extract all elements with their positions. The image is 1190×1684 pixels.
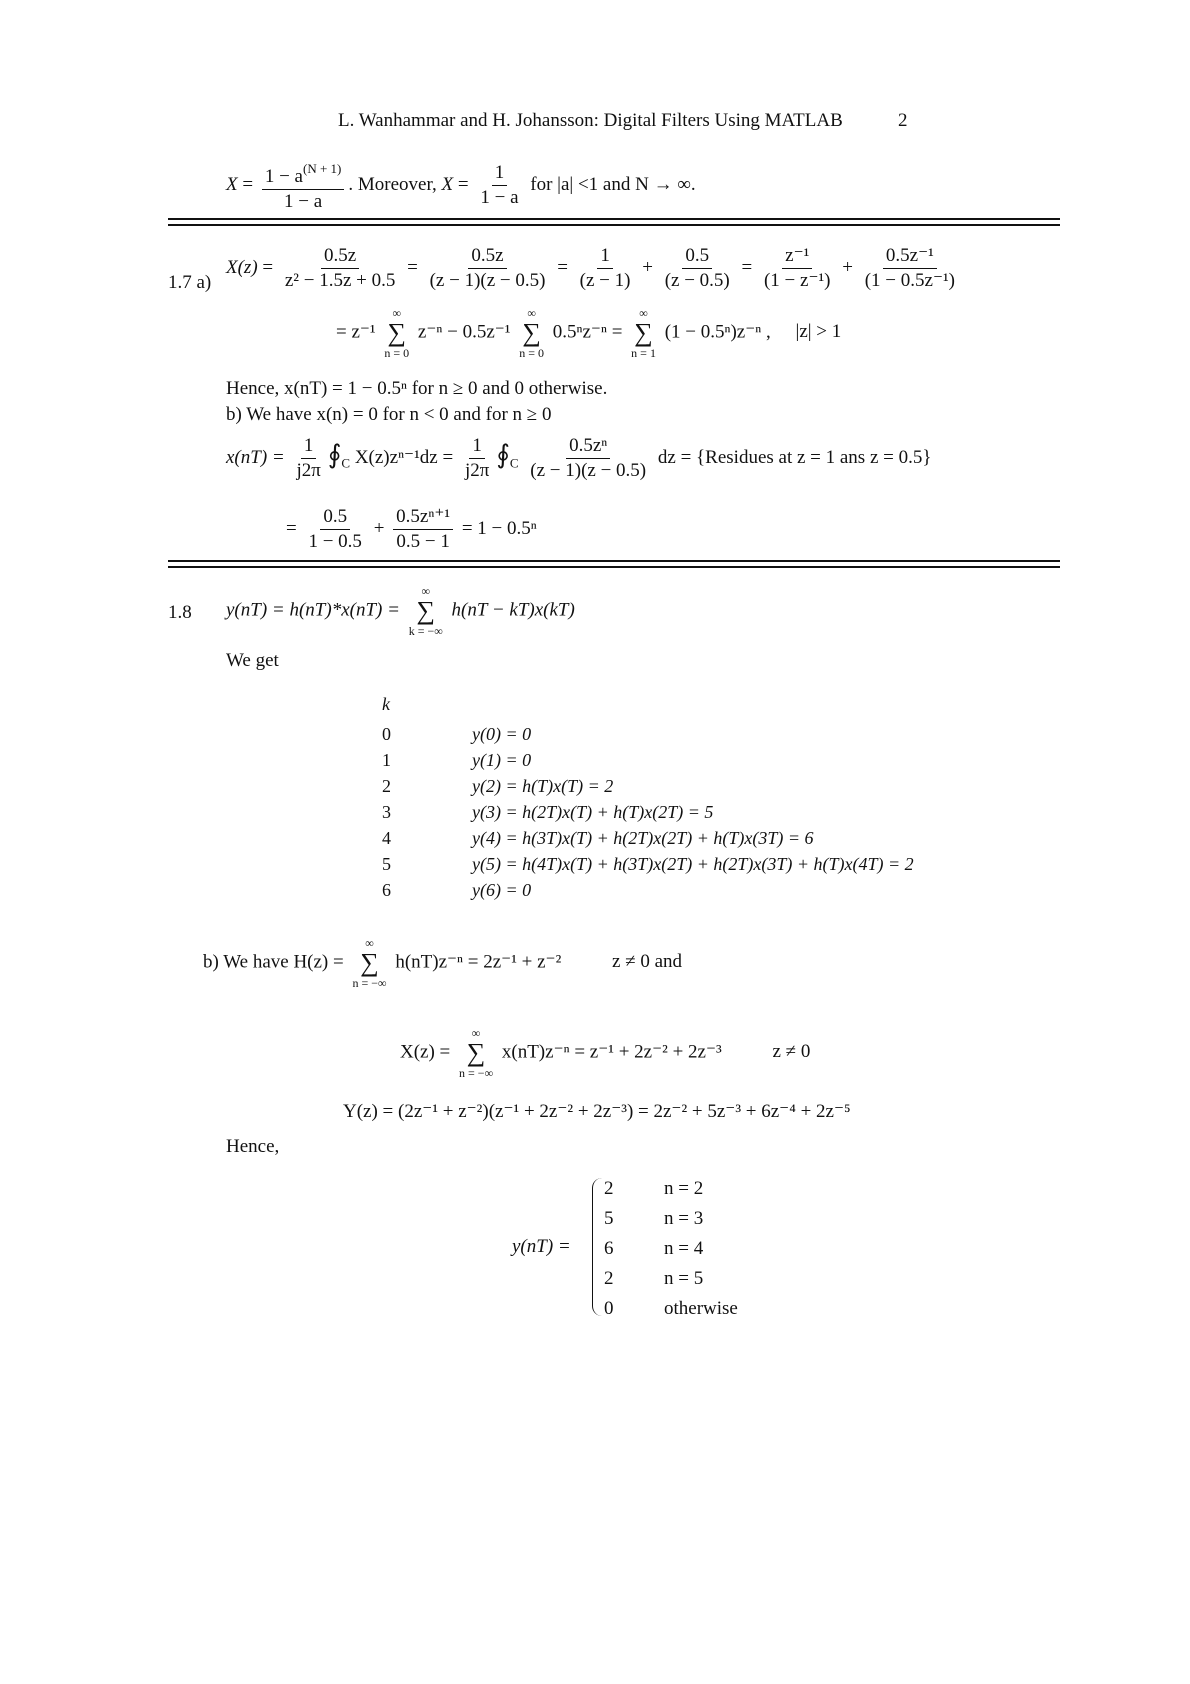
term: x(nT)z⁻ⁿ = z⁻¹ + 2z⁻² + 2z⁻³ [501,1041,722,1063]
page-number: 2 [898,110,908,131]
case-condition: n = 5 [664,1268,704,1289]
case-value: 5 [604,1208,614,1229]
fraction [305,505,364,554]
region-of-convergence: |z| > 1 [795,321,842,343]
exponent: (N + 1) [302,161,342,176]
problem-label: 1.8 [168,602,192,623]
term: dz = {Residues at z = 1 ans z = 0.5} [657,446,932,468]
lower-limit: n = 0 [519,346,545,360]
case-condition: n = 3 [664,1208,704,1229]
we-get-text: We get [226,650,279,671]
denominator: (z − 1)(z − 0.5) [530,460,647,481]
upper-limit: ∞ [421,584,431,598]
contour-integral-symbol: ∮ [496,439,510,469]
term: y(nT) = h(nT)*x(nT) = [226,599,400,621]
denominator: j2π [464,460,490,481]
case-condition: n = 4 [664,1238,704,1259]
numerator: 1 − a [264,166,303,187]
convolution-equation [226,584,575,638]
term: X(z) = [400,1041,451,1063]
numerator: 0.5z [468,244,506,269]
denominator: (1 − z⁻¹) [763,270,831,291]
upper-limit: ∞ [471,1026,481,1040]
fraction [293,434,323,483]
k-header: k [382,694,390,714]
sum-symbol: ∞ ∑ n = 0 [384,306,410,360]
fraction [527,434,649,483]
moreover-text: . Moreover, [348,173,437,195]
term: h(nT)z⁻ⁿ = 2z⁻¹ + z⁻² [395,951,562,973]
sum-symbol: ∞ ∑ n = −∞ [459,1026,494,1080]
lower-limit: n = 1 [631,346,656,360]
divider-rule [168,218,1060,220]
piecewise-lhs: y(nT) = [512,1236,571,1257]
denominator: z² − 1.5z + 0.5 [284,270,396,291]
denominator: 1 − a [284,191,323,212]
numerator: 1 [469,434,485,459]
fraction [477,161,521,210]
part-b-intro: b) We have x(n) = 0 for n < 0 and for n ≥ 0 [226,404,552,425]
fraction [462,434,492,483]
denominator: 0.5 − 1 [396,531,450,552]
term: h(nT − kT)x(kT) [451,599,575,621]
table-row-k: 1 [382,750,391,770]
hence-text: Hence, x(nT) = 1 − 0.5ⁿ for n ≥ 0 and 0 otherwise. [226,378,608,399]
term: b) We have H(z) = [203,951,344,973]
case-value: 0 [604,1298,614,1319]
equation-1-7-line1: X(z) = $\frac{0.5z}{\text{z² − 1.5z + 0.5}}$ = $\frac{0.5z}{(z - 1)(z - 0.5)}$ = $\frac{1}{(z - 1)}$ + $\frac{0.5}{(z - 0.5)}$ = $\frac{\text{z⁻¹}}{\text{(1 − z⁻¹)}}$ + $\frac{\text{0.5z⁻¹}}{\text{(1 − 0.5z⁻¹)}}$ [226,244,962,293]
lower-limit: n = −∞ [352,976,387,990]
case-value: 6 [604,1238,614,1259]
x-transform-equation [400,1026,810,1080]
table-row-y: y(1) = 0 [472,750,532,770]
divider-rule [168,224,1060,226]
term: 0.5ⁿz⁻ⁿ = [552,321,623,343]
numerator: 1 [301,434,317,459]
denominator: (z − 1)(z − 0.5) [429,270,546,291]
lower-limit: k = −∞ [408,624,443,638]
running-title: L. Wanhammar and H. Johansson: Digital Filters Using MATLAB [338,110,843,131]
term: X(z)zⁿ⁻¹dz = [354,446,454,468]
case-condition: otherwise [664,1298,738,1319]
contour-integral-symbol: ∮ [327,439,342,469]
denominator: (z − 1) [579,270,631,291]
fraction [577,244,634,293]
numerator: 1 [597,244,613,269]
denominator: (1 − 0.5z⁻¹) [864,270,956,291]
equation-1-7-line3 [226,434,931,483]
numerator: 0.5zⁿ⁺¹ [393,505,453,530]
fraction [262,157,345,214]
sum-symbol: ∞ ∑ k = −∞ [408,584,443,638]
case-condition: n = 2 [664,1178,704,1199]
contour-label: C [509,455,519,471]
x-symbol: X [226,173,238,195]
denominator: 1 − a [480,187,519,208]
equation-1-7-line2 [336,306,841,360]
contour-label: C [341,455,351,471]
numerator: 0.5zⁿ [566,434,610,459]
numerator: 0.5 [320,505,350,530]
numerator: 0.5 [682,244,712,269]
lower-limit: n = 0 [384,346,410,360]
upper-limit: ∞ [639,306,648,320]
fraction [282,244,399,293]
table-row-y: y(5) = h(4T)x(T) + h(3T)x(2T) + h(2T)x(3T) + h(T)x(4T) = 2 [472,854,914,874]
equals: = [286,517,297,539]
divider-rule [168,560,1060,562]
fraction [862,244,958,293]
sum-symbol: ∞ ∑ n = −∞ [352,936,387,990]
numerator: z⁻¹ [782,244,812,269]
numerator: 0.5z⁻¹ [883,244,937,269]
denominator: (z − 0.5) [664,270,730,291]
term: z⁻ⁿ − 0.5z⁻¹ [417,321,511,343]
denominator: 1 − 0.5 [308,531,362,552]
numerator: 1 [492,161,508,186]
fraction [393,505,453,554]
y-transform-equation: Y(z) = (2z⁻¹ + z⁻²)(z⁻¹ + 2z⁻² + 2z⁻³) = 2z⁻² + 5z⁻³ + 6z⁻⁴ + 2z⁻⁵ [343,1101,851,1122]
table-row-k: 6 [382,880,391,900]
numerator: 0.5z [321,244,359,269]
term: (1 − 0.5ⁿ)z⁻ⁿ , [664,321,771,343]
table-row-k: 0 [382,724,391,744]
sum-symbol: ∞ ∑ n = 0 [519,306,545,360]
case-value: 2 [604,1178,614,1199]
table-row-y: y(6) = 0 [472,880,532,900]
table-row-y: y(3) = h(2T)x(T) + h(T)x(2T) = 5 [472,802,714,822]
condition: z ≠ 0 [772,1041,811,1063]
table-row-k: 3 [382,802,391,822]
hence-text: Hence, [226,1136,280,1157]
table-row-k: 5 [382,854,391,874]
table-row-k: 2 [382,776,391,796]
denominator: j2π [296,460,321,481]
fraction [427,244,549,293]
upper-limit: ∞ [392,306,402,320]
table-row-y: y(0) = 0 [472,724,532,744]
lhs: x(nT) = [226,446,285,468]
term: = z⁻¹ [336,321,376,343]
divider-rule [168,566,1060,568]
table-row-y: y(4) = h(3T)x(T) + h(2T)x(2T) + h(T)x(3T) = 6 [472,828,814,848]
term: = 1 − 0.5ⁿ [461,517,537,539]
lower-limit: n = −∞ [459,1066,494,1080]
x-symbol: X [441,173,454,195]
table-row-k: 4 [382,828,391,848]
upper-limit: ∞ [365,936,374,950]
problem-label: 1.7 a) [168,272,212,293]
table-row-y: y(2) = h(T)x(T) = 2 [472,776,614,796]
plus: + [373,517,385,539]
condition: z ≠ 0 and [612,951,683,973]
upper-limit: ∞ [527,306,536,320]
top-formula: X = $\frac{1 - a^{(N + 1)}}{1 - a}$ . Moreover, X = $\frac{1}{1 - a}$ for |a| <1 and N → ∞. [226,157,696,214]
case-value: 2 [604,1268,614,1289]
lhs: X(z) [226,256,258,278]
h-transform-equation [203,936,682,990]
sum-symbol: ∞ ∑ n = 1 [631,306,656,360]
equation-1-7-line4 [286,505,537,554]
fraction [662,244,733,293]
fraction [761,244,834,293]
condition-text: for |a| <1 and N → ∞. [530,173,696,195]
